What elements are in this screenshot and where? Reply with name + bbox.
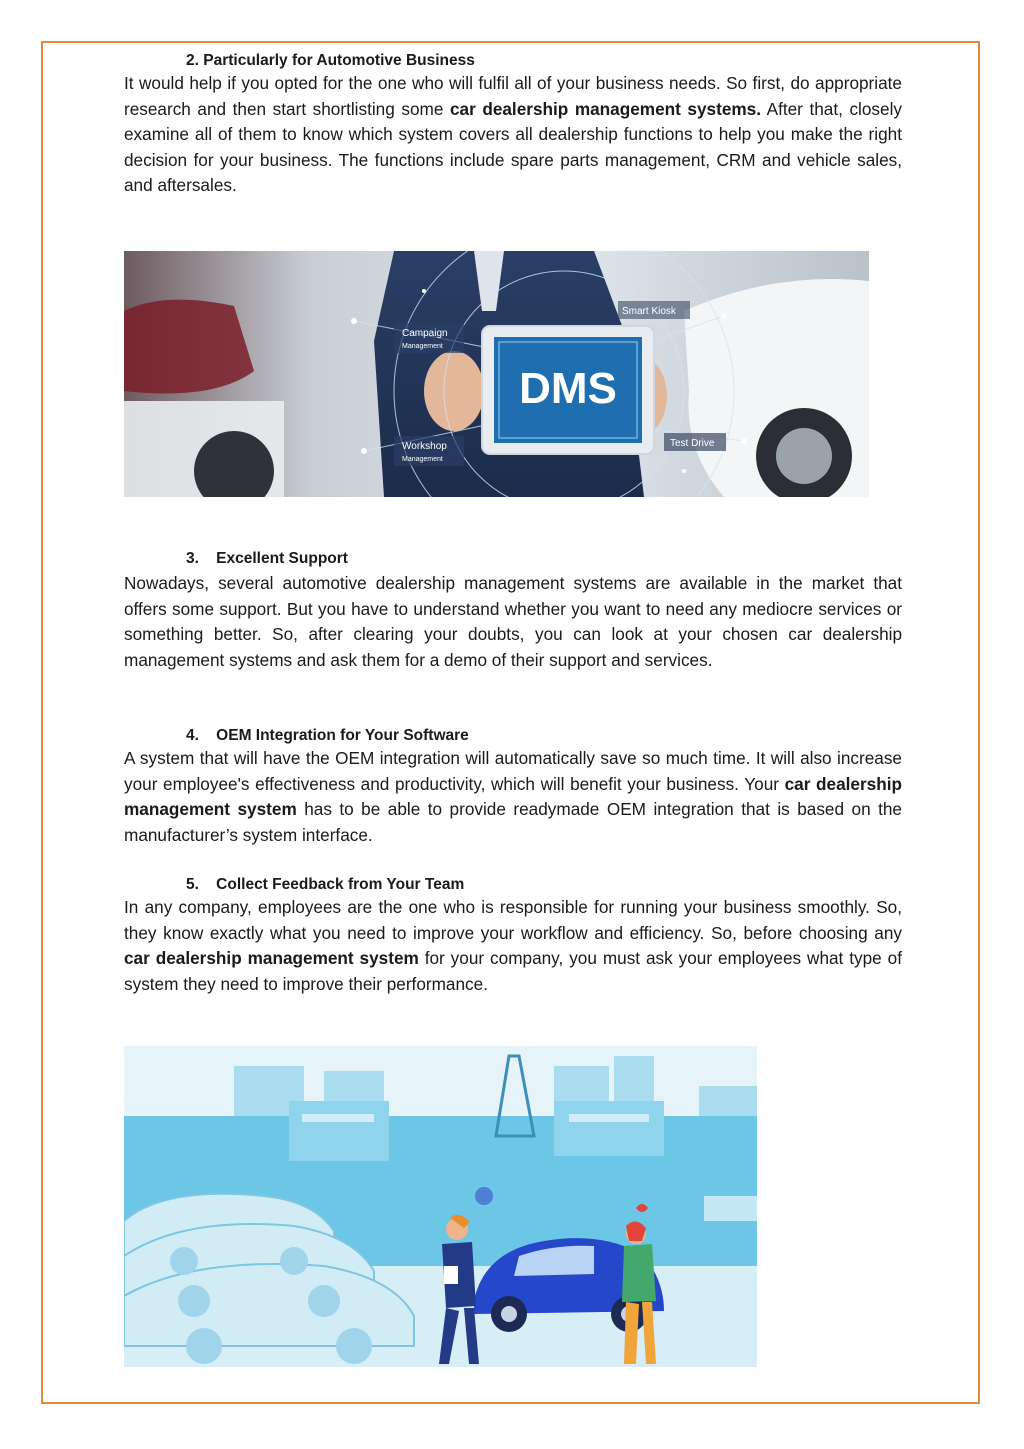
paragraph-text: Nowadays, several automotive dealership management systems are available in the market that offers some support. But you have to understand whether you want to need any mediocre services or something better. So, after clearing your doubts, you can look at your chosen car dealership management systems and ask them for a demo of their support and services. — [124, 573, 902, 670]
section-number: 4. — [186, 727, 199, 744]
section-4-heading — [186, 726, 469, 746]
section-title: Particularly for Automotive Business — [203, 52, 475, 69]
section-number: 2. — [186, 52, 199, 69]
section-3-paragraph — [124, 571, 902, 673]
label-campaign-sub: Management — [402, 343, 443, 350]
section-2-paragraph — [124, 71, 902, 199]
paragraph-text: In any company, employees are the one who is responsible for running your business smoothly. So, they know exactly what you need to improve your workflow and efficiency. So, before choosing any — [124, 897, 902, 943]
dms-tablet-text: DMS — [519, 364, 617, 413]
paragraph-bold-link-text: car dealership management system — [124, 773, 903, 819]
paragraph-bold-link-text: car dealership management system — [124, 948, 419, 968]
label-workshop: Workshop — [402, 441, 447, 452]
section-5-paragraph — [124, 895, 902, 997]
dealership-illustration — [124, 1046, 757, 1367]
section-number: 5. — [186, 876, 199, 893]
section-title: Collect Feedback from Your Team — [216, 876, 465, 893]
section-title: Excellent Support — [216, 550, 348, 567]
dms-photo — [124, 251, 869, 497]
section-5-heading — [186, 875, 464, 895]
label-workshop-sub: Management — [402, 456, 443, 463]
paragraph-text: After that, closely examine all of them to know which system covers all dealership functions to help you make the right decision for your business. The functions include spare parts management, CRM and vehicle sales, and aftersales. — [124, 98, 902, 195]
label-test-drive: Test Drive — [670, 438, 715, 449]
paragraph-text: has to be able to provide readymade OEM integration that is based on the manufacturer’s system interface. — [124, 799, 902, 845]
label-campaign: Campaign — [402, 328, 448, 339]
paragraph-text: A system that will have the OEM integration will automatically save so much time. It will also increase your employee's effectiveness and productivity, which will benefit your business. Your — [124, 748, 902, 794]
paragraph-text: for your company, you must ask your employees what type of system they need to improve their performance. — [124, 948, 902, 994]
paragraph-text: It would help if you opted for the one who will fulfil all of your business needs. So first, do appropriate research and then start shortlisting some — [124, 73, 902, 119]
label-smart-kiosk: Smart Kiosk — [622, 306, 676, 317]
section-3-heading — [186, 549, 348, 569]
paragraph-bold-link-text: car dealership management systems. — [449, 98, 761, 119]
section-4-paragraph — [124, 746, 902, 848]
section-title: OEM Integration for Your Software — [216, 727, 469, 744]
section-2-heading — [186, 51, 475, 71]
section-number: 3. — [186, 550, 199, 567]
